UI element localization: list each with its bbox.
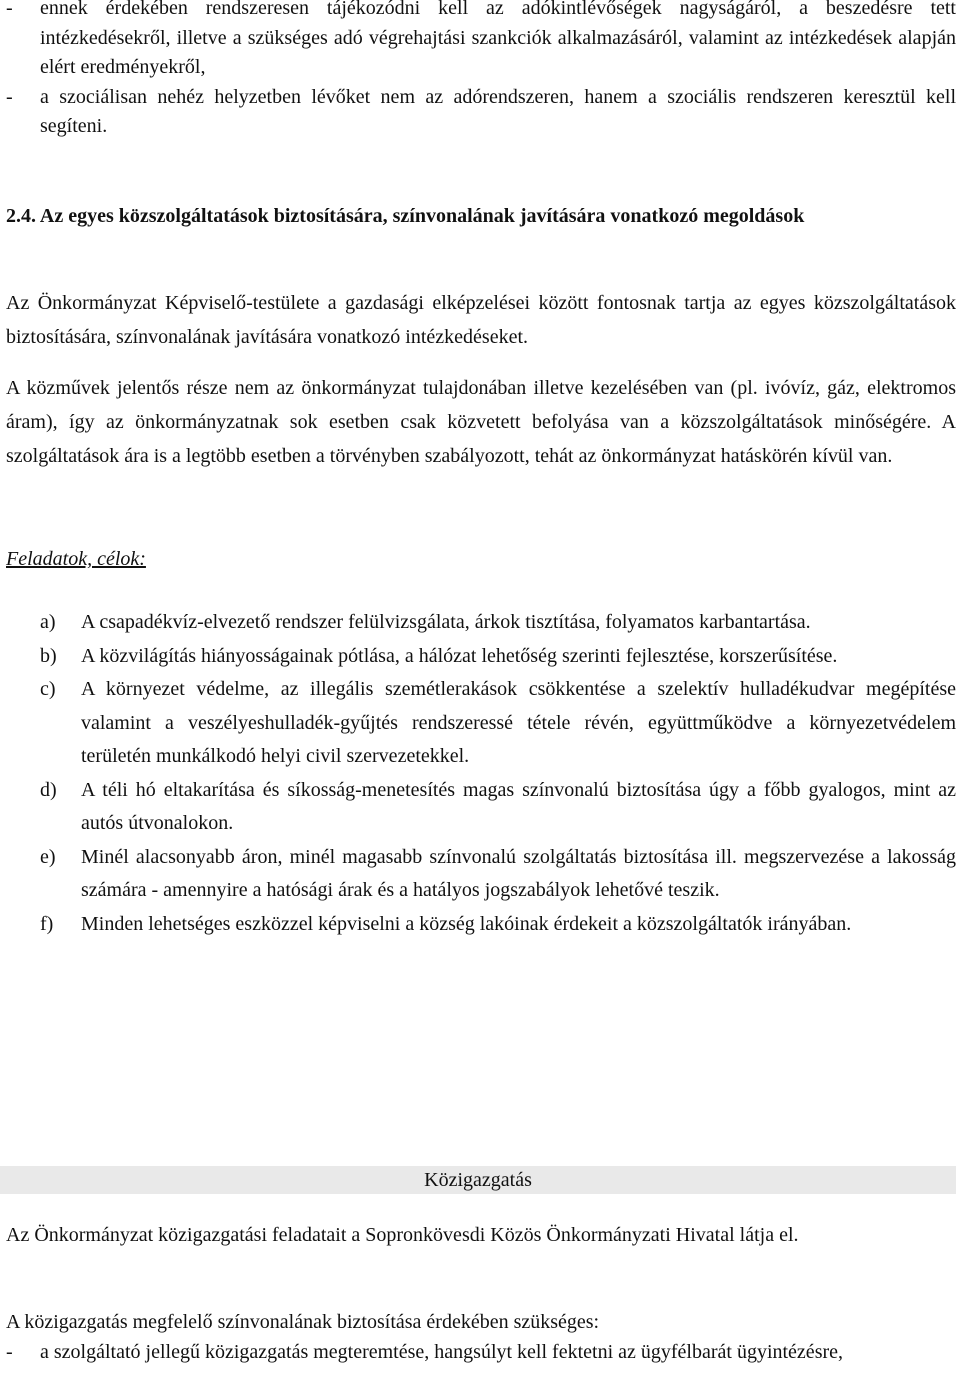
list-marker: e) bbox=[40, 845, 56, 868]
list-item bbox=[6, 640, 956, 674]
section-paragraph-2: A közművek jelentős része nem az önkormányzat tulajdonában illetve kezelésében van (pl. ivóvíz, gáz, elektromos áram), így az önkormányzatnak sok esetben csak közvetett befolyása van a közszolgáltatások minőségére. A szolgáltatások ára is a legtöbb esetben a törvényben szabályozott, tehát az önkormányzat hatáskörén kívül van. bbox=[6, 377, 956, 467]
list-item bbox=[6, 841, 956, 908]
section-paragraph-1: Az Önkormányzat Képviselő-testülete a gazdasági elképzelései között fontosnak tartja az egyes közszolgáltatások biztosítására, színvonalának javítására vonatkozó intézkedéseket. bbox=[6, 292, 956, 348]
list-marker: a) bbox=[40, 611, 56, 633]
list-marker: b) bbox=[40, 644, 57, 667]
list-marker: - bbox=[6, 85, 13, 108]
tasks-list bbox=[6, 606, 956, 941]
list-item-text: A közvilágítás hiányosságainak pótlása, a hálózat lehetőség szerinti fejlesztése, korszerűsítése. bbox=[81, 644, 838, 667]
list-item-text: A környezet védelme, az illegális szemétlerakások csökkentése a szelektív hulladékudvar megépítése valamint a veszélyeshulladék-gyűjtés rendszeressé tétele révén, együttműködve a környezetvédelem területén munkálkodó helyi civil szervezetekkel. bbox=[81, 678, 956, 767]
list-item bbox=[6, 1336, 956, 1368]
list-item-text: Minél alacsonyabb áron, minél magasabb színvonalú szolgáltatás biztosítása ill. megszervezése a lakosság számára - amennyire a hatósági árak és a hatályos jogszabályok lehetővé teszik. bbox=[81, 845, 956, 901]
list-marker: d) bbox=[40, 778, 57, 801]
list-item bbox=[6, 606, 956, 640]
list-marker: - bbox=[6, 0, 13, 19]
list-item-text: ennek érdekében rendszeresen tájékozódni kell az adókintlévőségek nagyságáról, a beszedésre tett intézkedésekről, illetve a szükséges adó végrehajtási szankciók alkalmazásáról, valamint az intézkedések alapján elért eredményekről, bbox=[40, 0, 956, 78]
section-heading: 2.4. Az egyes közszolgáltatások biztosítására, színvonalának javítására vonatkozó megoldások bbox=[6, 205, 805, 227]
list-item bbox=[6, 0, 956, 83]
section-bar-title: Közigazgatás bbox=[0, 1166, 956, 1194]
list-item-text: Minden lehetséges eszközzel képviselni a község lakóinak érdekeit a közszolgáltatók irányában. bbox=[81, 912, 852, 935]
list-item bbox=[6, 673, 956, 774]
top-dash-list bbox=[6, 0, 956, 142]
list-item-text: a szolgáltató jellegű közigazgatás megteremtése, hangsúlyt kell fektetni az ügyfélbarát ügyintézésre, bbox=[40, 1341, 844, 1363]
list-marker: - bbox=[6, 1341, 13, 1363]
list-marker: f) bbox=[40, 912, 54, 935]
list-item-text: A téli hó eltakarítása és síkosság-menetesítés magas színvonalú biztosítása úgy a főbb gyalogos, mint az autós útvonalokon. bbox=[81, 778, 956, 834]
tasks-heading: Feladatok, célok: bbox=[6, 548, 146, 570]
list-marker: c) bbox=[40, 678, 56, 700]
list-item bbox=[6, 774, 956, 841]
admin-paragraph-2: A közigazgatás megfelelő színvonalának biztosítása érdekében szükséges: bbox=[6, 1311, 600, 1333]
list-item-text: a szociálisan nehéz helyzetben lévőket nem az adórendszeren, hanem a szociális rendszeren keresztül kell segíteni. bbox=[40, 85, 956, 137]
list-item-text: A csapadékvíz-elvezető rendszer felülvizsgálata, árkok tisztítása, folyamatos karbantartása. bbox=[81, 611, 811, 633]
admin-paragraph-1: Az Önkormányzat közigazgatási feladatait a Sopronkövesdi Közös Önkormányzati Hivatal látja el. bbox=[6, 1224, 799, 1246]
list-item bbox=[6, 83, 956, 142]
list-item bbox=[6, 908, 956, 942]
admin-dash-list bbox=[6, 1336, 956, 1368]
